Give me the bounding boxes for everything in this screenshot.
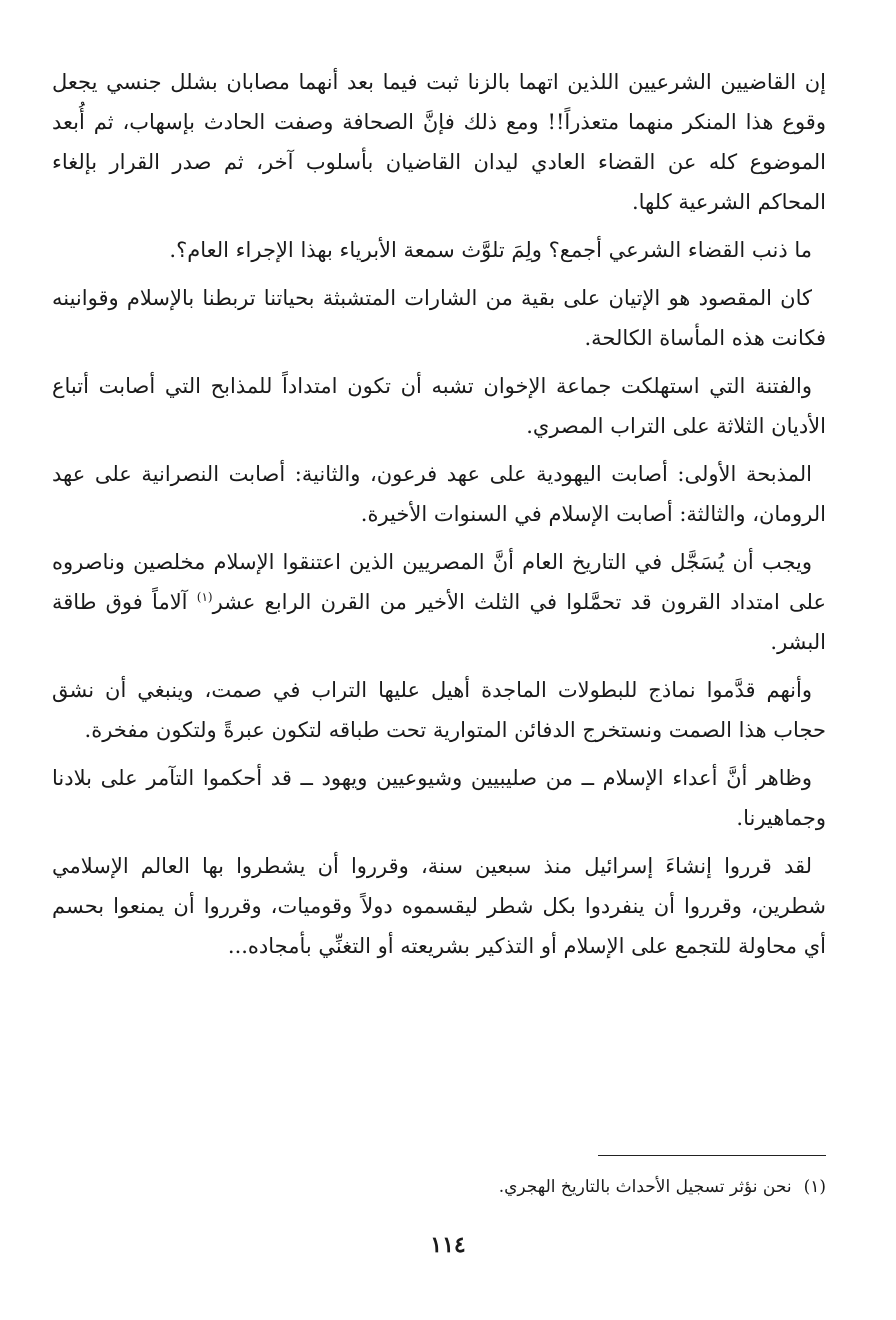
paragraph-judges: إن القاضيين الشرعيين اللذين اتهما بالزنا ثبت فيما بعد أنهما مصابان بشلل جنسي يجعل وقوع هذا المنكر منهما متعذراً!! ومع ذلك فإنَّ الصحافة وصفت الحادث بإسهاب، ثم أُبعد الموضوع كله عن القضاء العادي ليدان القاضيان بأسلوب آخر، ثم صدر القرار بإلغاء المحاكم الشرعية كلها. bbox=[52, 70, 826, 214]
paragraph-history-text: ويجب أن يُسَجَّل في التاريخ العام أنَّ المصريين الذين اعتنقوا الإسلام مخلصين وناصروه على امتداد القرون قد تحمَّلوا في الثلث الأخير من القرن الرابع عشر bbox=[52, 550, 826, 614]
paragraph-heroism: وأنهم قدَّموا نماذج للبطولات الماجدة أهيل عليها التراب في صمت، وينبغي أن نشق حجاب هذا الصمت ونستخرج الدفائن المتوارية تحت طباقه لتكون عبرةً ولتكون مفخرة. bbox=[52, 678, 826, 742]
page-number: ١١٤ bbox=[430, 1232, 466, 1258]
paragraph-sedition: والفتنة التي استهلكت جماعة الإخوان تشبه أن تكون امتداداً للمذابح التي أصابت أتباع الأديان الثلاثة على التراب المصري. bbox=[52, 374, 826, 438]
footnote-text: نحن نؤثر تسجيل الأحداث بالتاريخ الهجري. bbox=[498, 1177, 792, 1197]
paragraph-enemies: وظاهر أنَّ أعداء الإسلام ــ من صليبيين وشيوعيين ويهود ــ قد أحكموا التآمر على بلادنا وجماهيرنا. bbox=[52, 766, 826, 830]
footnote bbox=[52, 1172, 826, 1202]
paragraph-history-end: آلاماً فوق طاقة البشر. bbox=[52, 590, 826, 654]
paragraph-israel: لقد قرروا إنشاءَ إسرائيل منذ سبعين سنة، وقرروا أن يشطروا بها العالم الإسلامي شطرين، وقرروا أن ينفردوا بكل شطر ليقسموه دولاً وقوميات، وقرروا أن يمنعوا بحسم أي محاولة للتجمع على الإسلام أو التذكير بشريعته أو التغنِّي بأمجاده... bbox=[52, 854, 826, 958]
paragraph-question: ما ذنب القضاء الشرعي أجمع؟ ولِمَ تلوَّث سمعة الأبرياء بهذا الإجراء العام؟. bbox=[169, 238, 812, 262]
footnote-reference[interactable]: (١) bbox=[196, 590, 213, 604]
paragraph-purpose: كان المقصود هو الإتيان على بقية من الشارات المتشبثة بحياتنا تربطنا بالإسلام وقوانينه فكانت هذه المأساة الكالحة. bbox=[52, 286, 826, 350]
main-text bbox=[52, 62, 826, 974]
paragraph-massacres: المذبحة الأولى: أصابت اليهودية على عهد فرعون، والثانية: أصابت النصرانية على عهد الرومان، والثالثة: أصابت الإسلام في السنوات الأخيرة. bbox=[52, 462, 826, 526]
footnote-divider bbox=[598, 1155, 826, 1156]
footnote-number: (١) bbox=[803, 1177, 826, 1197]
paragraph-history bbox=[52, 542, 826, 662]
